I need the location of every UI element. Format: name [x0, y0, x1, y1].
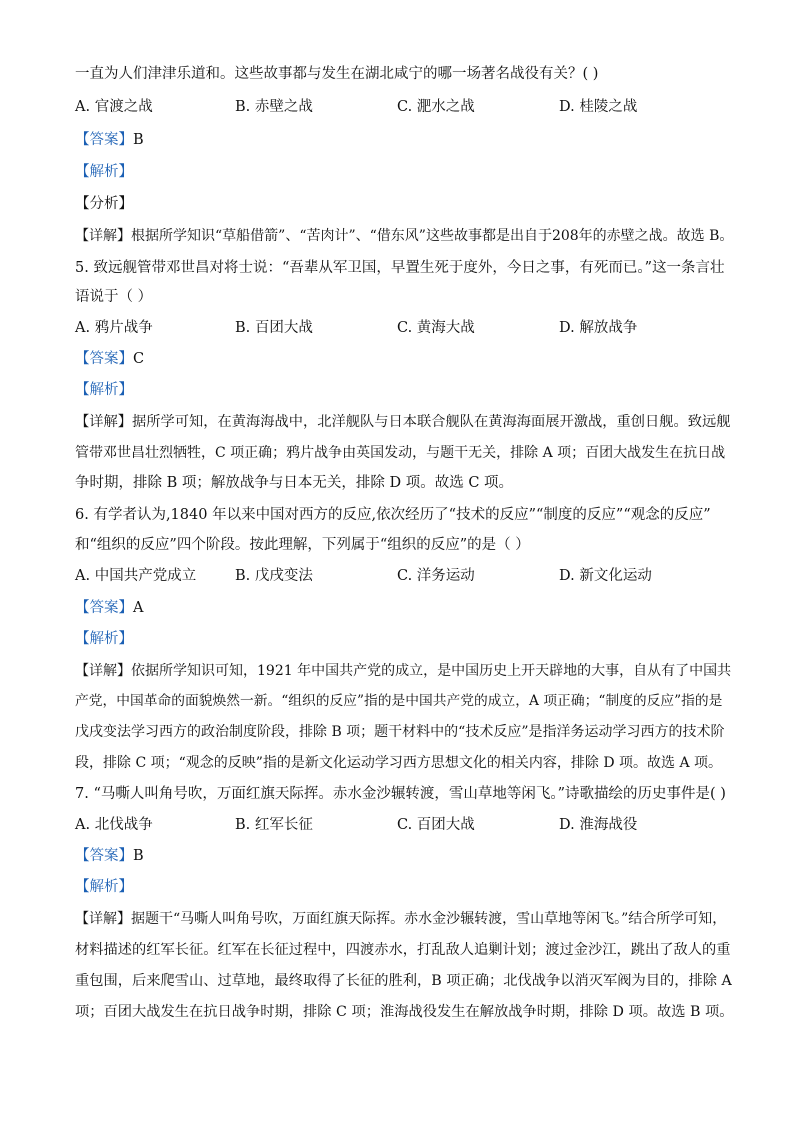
detail-line [75, 661, 731, 681]
detail-line [75, 226, 733, 246]
option-a: A. 官渡之战 [75, 99, 153, 115]
answer-line [75, 846, 144, 866]
answer-value: B [133, 848, 144, 864]
detail-line [75, 909, 726, 929]
analysis-tag: 【解析】 [75, 879, 133, 895]
option-b: B. 戊戌变法 [235, 568, 313, 584]
option-c: C. 黄海大战 [397, 320, 475, 336]
detail-line: 项；百团大战发生在抗日战争时期，排除 C 项；淮海战役发生在解放战争时期，排除 D 项。故选 B 项。 [75, 1004, 734, 1020]
question-stem: 7. “马嘶人叫角号吹，万面红旗天际挥。赤水金沙辗转渡，雪山草地等闲飞。”诗歌描绘的历史事件是( ) [75, 786, 726, 802]
detail-tag: 【详解】 [75, 911, 131, 927]
question-stem: 语说于（ ） [75, 289, 153, 305]
answer-value: C [133, 351, 145, 367]
analysis-tag: 【解析】 [75, 164, 133, 180]
detail-line: 段，排除 C 项；“观念的反映”指的是新文化运动学习西方思想文化的相关内容，排除 D 项。故选 A 项。 [75, 755, 723, 771]
answer-tag: 【答案】 [75, 132, 133, 148]
fenxi-tag: 【分析】 [75, 196, 133, 212]
answer-tag: 【答案】 [75, 848, 133, 864]
answer-value: B [133, 132, 144, 148]
detail-text: 依据所学知识可知，1921 年中国共产党的成立，是中国历史上开天辟地的大事，自从有了中国共 [131, 663, 732, 679]
question-stem: 和“组织的反应”四个阶段。按此理解，下列属于“组织的反应”的是（ ） [75, 537, 530, 553]
detail-line [75, 412, 731, 432]
answer-line [75, 130, 144, 150]
option-c: C. 百团大战 [397, 817, 475, 833]
option-a: A. 北伐战争 [75, 817, 153, 833]
question-stem: 一直为人们津津乐道和。这些故事都与发生在湖北咸宁的哪一场著名战役有关？( ) [75, 66, 599, 82]
option-d: D. 桂陵之战 [559, 99, 638, 115]
answer-tag: 【答案】 [75, 600, 133, 616]
option-d: D. 淮海战役 [559, 817, 638, 833]
detail-text: 据题干“马嘶人叫角号吹，万面红旗天际挥。赤水金沙辗转渡，雪山草地等闲飞。”结合所学可知， [131, 911, 727, 927]
option-d: D. 解放战争 [559, 320, 638, 336]
answer-line [75, 349, 144, 369]
detail-line: 产党，中国革命的面貌焕然一新。“组织的反应”指的是中国共产党的成立，A 项正确；“制度的反应”指的是 [75, 693, 723, 709]
detail-tag: 【详解】 [75, 663, 131, 679]
detail-tag: 【详解】 [75, 228, 131, 244]
detail-text: 据所学可知，在黄海海战中，北洋舰队与日本联合舰队在黄海海面展开激战，重创日舰。致远舰 [132, 414, 731, 430]
answer-value: A [133, 600, 144, 616]
option-c: C. 洋务运动 [397, 568, 475, 584]
option-d: D. 新文化运动 [559, 568, 652, 584]
option-a: A. 中国共产党成立 [75, 568, 197, 584]
option-a: A. 鸦片战争 [75, 320, 153, 336]
question-stem: 6. 有学者认为,1840 年以来中国对西方的反应,依次经历了“技术的反应”“制度的反应”“观念的反应” [75, 507, 711, 523]
answer-line [75, 598, 143, 618]
detail-line: 重包围，后来爬雪山、过草地，最终取得了长征的胜利，B 项正确；北伐战争以消灭军阀为目的，排除 A [75, 973, 732, 989]
option-c: C. 淝水之战 [397, 99, 475, 115]
option-b: B. 红军长征 [235, 817, 313, 833]
detail-line: 戊戌变法学习西方的政治制度阶段，排除 B 项；题干材料中的“技术反应”是指洋务运动学习西方的技术阶 [75, 724, 725, 740]
option-b: B. 百团大战 [235, 320, 313, 336]
analysis-tag: 【解析】 [75, 631, 133, 647]
analysis-tag: 【解析】 [75, 382, 133, 398]
detail-text: 根据所学知识“草船借箭”、“苦肉计”、“借东风”这些故事都是出自于208年的赤壁之战。故选 B。 [131, 228, 734, 244]
question-stem: 5. 致远舰管带邓世昌对将士说：“吾辈从军卫国，早置生死于度外，今日之事，有死而已。”这一条言壮 [75, 260, 725, 276]
detail-line: 争时期，排除 B 项；解放战争与日本无关，排除 D 项。故选 C 项。 [75, 475, 514, 491]
detail-tag: 【详解】 [75, 414, 133, 430]
detail-line: 管带邓世昌壮烈牺牲，C 项正确；鸦片战争由英国发动，与题干无关，排除 A 项；百团大战发生在抗日战 [75, 445, 726, 461]
answer-tag: 【答案】 [75, 351, 133, 367]
option-b: B. 赤壁之战 [235, 99, 313, 115]
detail-line: 材料描述的红军长征。红军在长征过程中，四渡赤水，打乱敌人追剿计划；渡过金沙江，跳出了敌人的重 [75, 942, 731, 958]
